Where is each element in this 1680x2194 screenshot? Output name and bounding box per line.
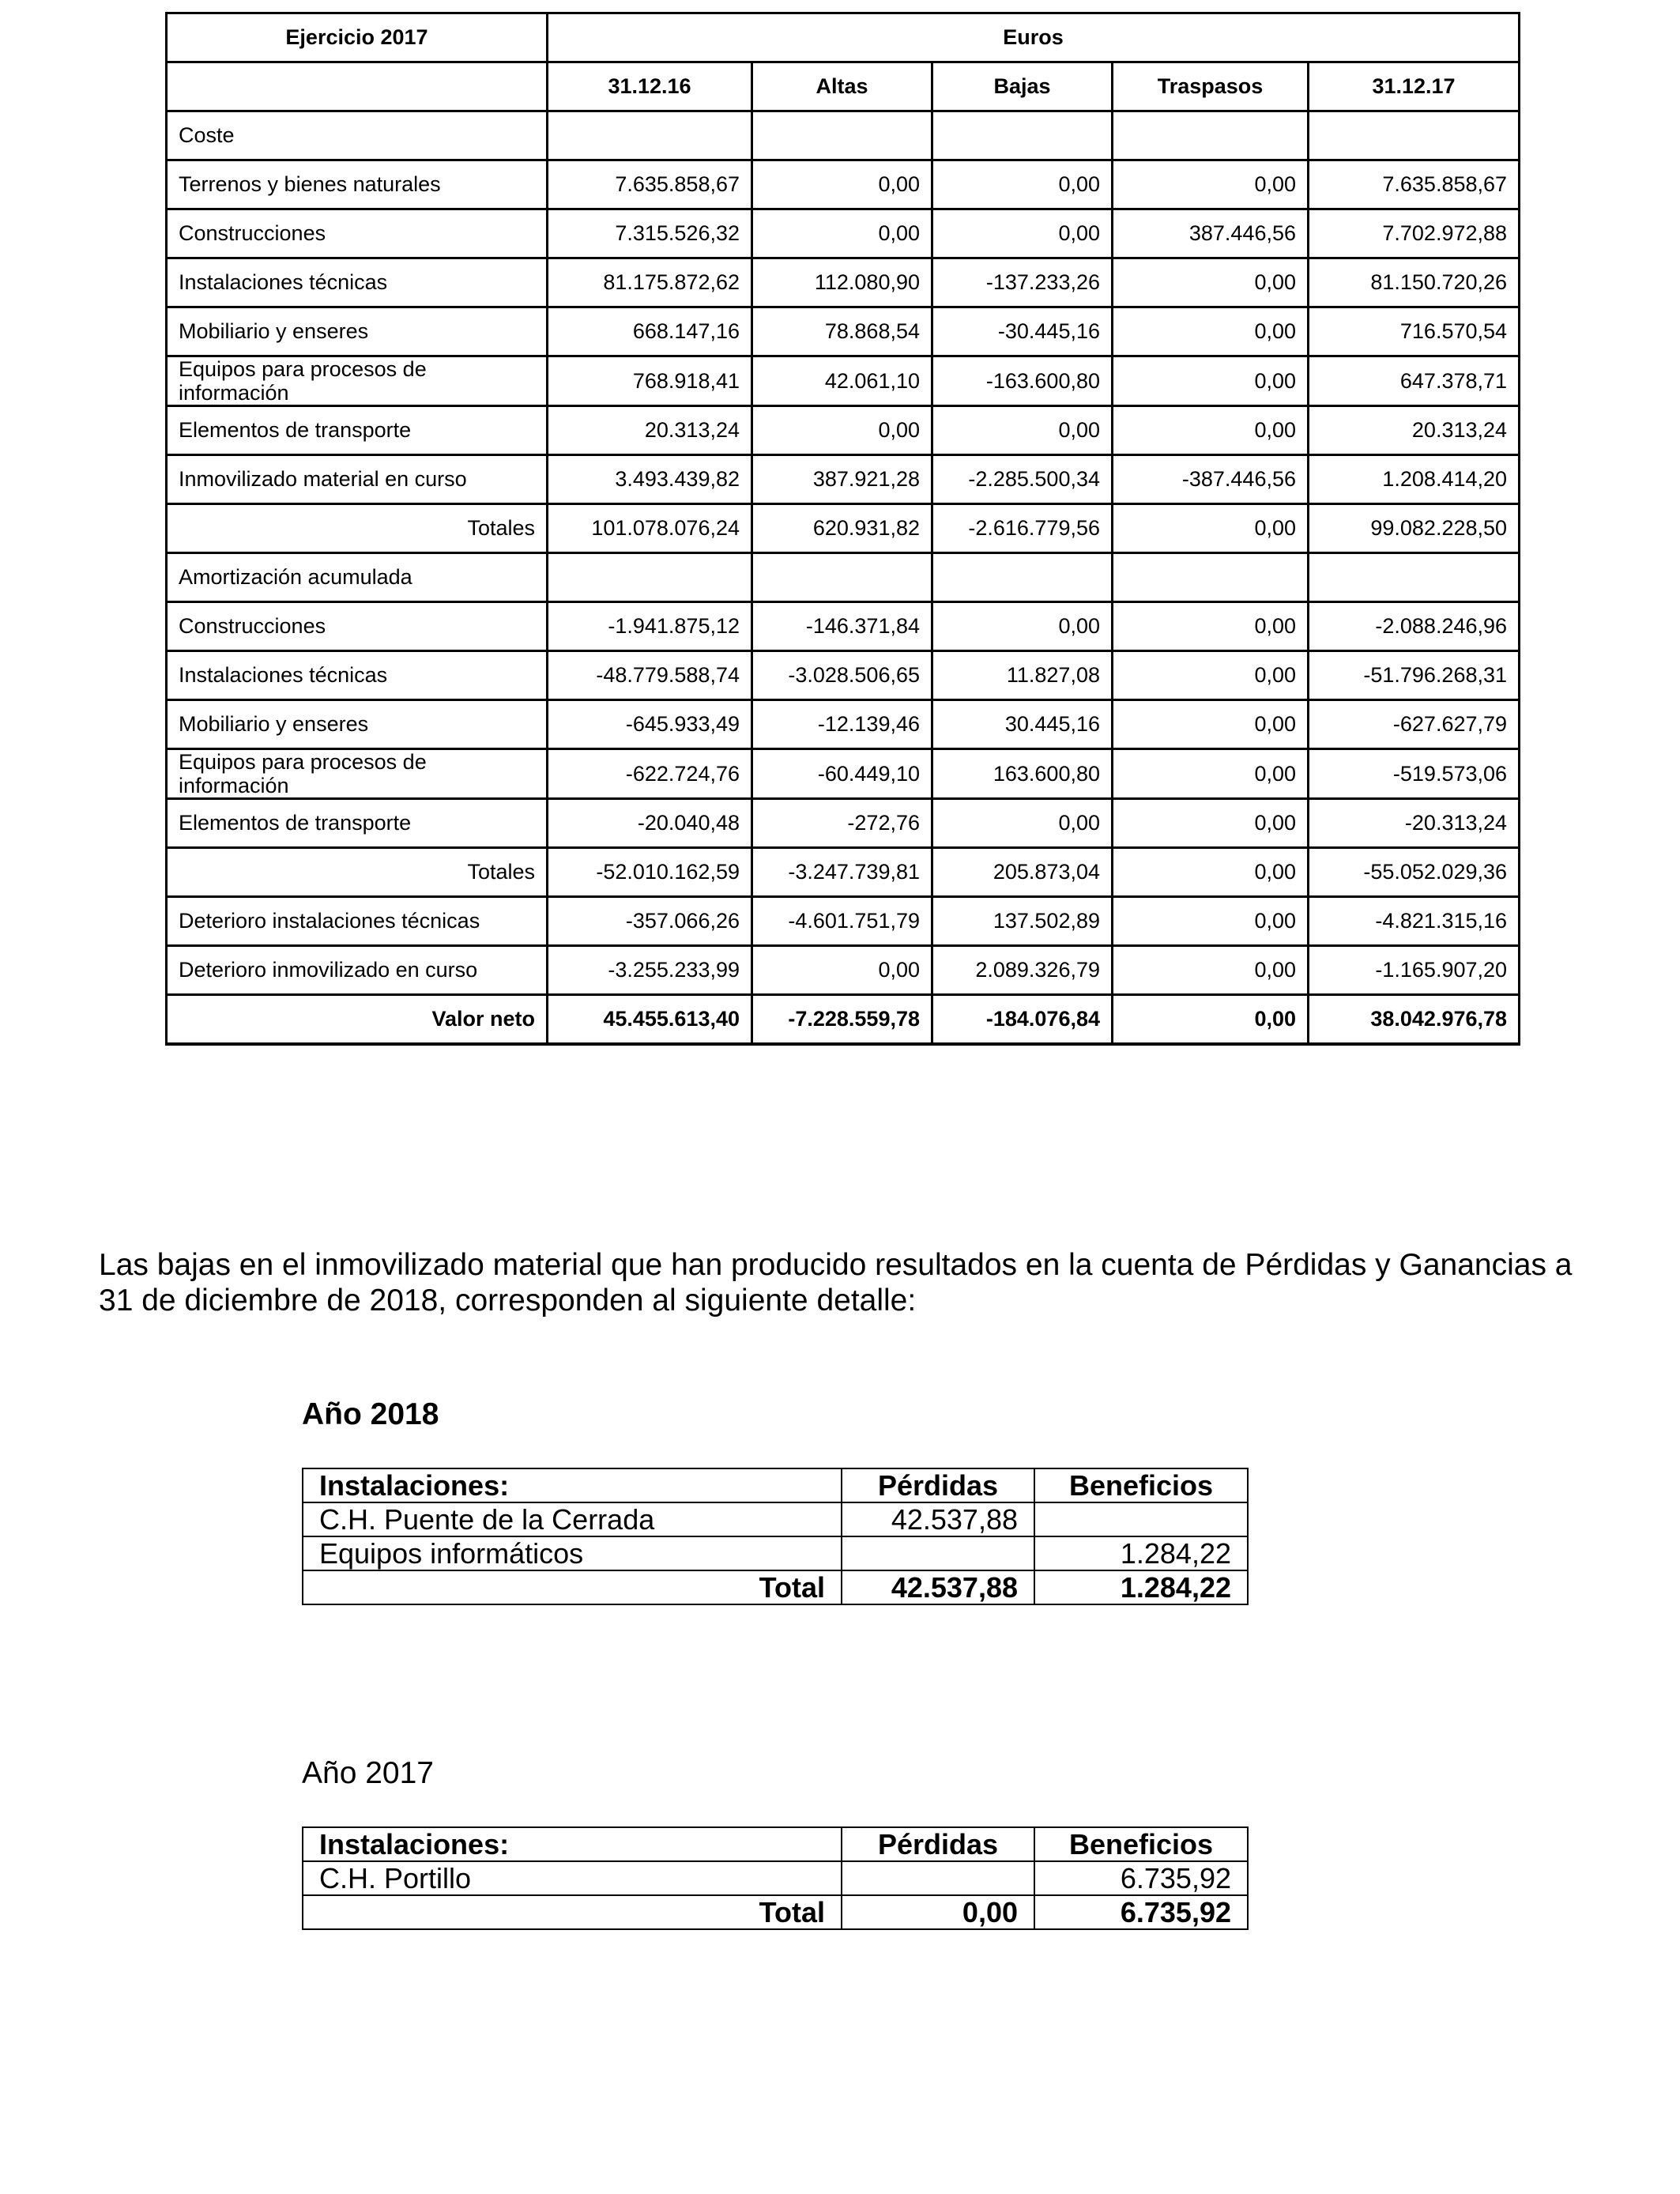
disposals-2018-body — [303, 1468, 1248, 1604]
gains-cell: 1.284,22 — [1034, 1536, 1248, 1570]
value-cell: 0,00 — [932, 799, 1113, 848]
disposals-2017-body — [303, 1827, 1248, 1929]
fixed-assets-table-body — [167, 13, 1520, 1044]
col-header: Traspasos — [1113, 62, 1309, 111]
table-row — [167, 946, 1520, 995]
table-row — [167, 651, 1520, 700]
table-row — [167, 749, 1520, 799]
net-value-row — [167, 995, 1520, 1044]
value-cell: 78.868,54 — [752, 307, 932, 356]
value-cell: -645.933,49 — [548, 700, 752, 749]
row-label: Instalaciones técnicas — [167, 258, 548, 307]
value-cell: 0,00 — [1113, 504, 1309, 553]
item-label: C.H. Portillo — [303, 1861, 842, 1895]
col-header: Pérdidas — [842, 1827, 1034, 1861]
value-cell: 0,00 — [1113, 749, 1309, 799]
value-cell: -4.821.315,16 — [1309, 897, 1520, 946]
value-cell: -3.255.233,99 — [548, 946, 752, 995]
value-cell: 0,00 — [1113, 995, 1309, 1044]
item-label: Equipos informáticos — [303, 1536, 842, 1570]
value-cell: 81.175.872,62 — [548, 258, 752, 307]
total-gains: 6.735,92 — [1034, 1895, 1248, 1929]
col-header: Bajas — [932, 62, 1113, 111]
value-cell: 668.147,16 — [548, 307, 752, 356]
empty-cell — [752, 111, 932, 160]
value-cell: 716.570,54 — [1309, 307, 1520, 356]
value-cell: 0,00 — [1113, 848, 1309, 897]
row-label: Instalaciones técnicas — [167, 651, 548, 700]
total-row — [303, 1895, 1248, 1929]
value-cell: 20.313,24 — [1309, 406, 1520, 455]
col-header: Beneficios — [1034, 1468, 1248, 1502]
total-label: Total — [303, 1570, 842, 1604]
table-row — [167, 356, 1520, 406]
total-gains: 1.284,22 — [1034, 1570, 1248, 1604]
section-row — [167, 553, 1520, 602]
value-cell: 0,00 — [1113, 700, 1309, 749]
table-row — [167, 307, 1520, 356]
value-cell: -519.573,06 — [1309, 749, 1520, 799]
value-cell: 2.089.326,79 — [932, 946, 1113, 995]
value-cell: 647.378,71 — [1309, 356, 1520, 406]
value-cell: -3.028.506,65 — [752, 651, 932, 700]
value-cell: -20.040,48 — [548, 799, 752, 848]
value-cell: 0,00 — [932, 160, 1113, 209]
col-header: Beneficios — [1034, 1827, 1248, 1861]
value-cell: 0,00 — [752, 160, 932, 209]
value-cell: 387.921,28 — [752, 455, 932, 504]
value-cell: 0,00 — [1113, 651, 1309, 700]
table-row — [167, 700, 1520, 749]
row-label: Totales — [167, 504, 548, 553]
value-cell: -627.627,79 — [1309, 700, 1520, 749]
empty-cell — [1309, 111, 1520, 160]
year-2017-title: Año 2017 — [302, 1756, 434, 1790]
value-cell: -137.233,26 — [932, 258, 1113, 307]
row-label: Mobiliario y enseres — [167, 307, 548, 356]
value-cell: 768.918,41 — [548, 356, 752, 406]
value-cell: -4.601.751,79 — [752, 897, 932, 946]
empty-cell — [548, 553, 752, 602]
fixed-assets-table — [165, 12, 1520, 1046]
euros-header: Euros — [548, 13, 1520, 62]
item-label: C.H. Puente de la Cerrada — [303, 1502, 842, 1536]
value-cell: 0,00 — [1113, 307, 1309, 356]
header-row-1 — [167, 13, 1520, 62]
table-row — [167, 799, 1520, 848]
row-label: Totales — [167, 848, 548, 897]
value-cell: 7.635.858,67 — [1309, 160, 1520, 209]
value-cell: -2.088.246,96 — [1309, 602, 1520, 651]
value-cell: -357.066,26 — [548, 897, 752, 946]
value-cell: 99.082.228,50 — [1309, 504, 1520, 553]
value-cell: 20.313,24 — [548, 406, 752, 455]
value-cell: 0,00 — [1113, 160, 1309, 209]
disposals-2018-table — [302, 1468, 1249, 1605]
value-cell: -12.139,46 — [752, 700, 932, 749]
table-row — [303, 1502, 1248, 1536]
row-label: Valor neto — [167, 995, 548, 1044]
value-cell: 81.150.720,26 — [1309, 258, 1520, 307]
empty-cell — [1113, 553, 1309, 602]
header-row — [303, 1468, 1248, 1502]
row-label: Equipos para procesos de información — [167, 356, 548, 406]
year-header: Ejercicio 2017 — [167, 13, 548, 62]
amort-total-row — [167, 848, 1520, 897]
col-header: Altas — [752, 62, 932, 111]
total-losses: 42.537,88 — [842, 1570, 1034, 1604]
total-row — [303, 1570, 1248, 1604]
col-header: Instalaciones: — [303, 1827, 842, 1861]
explanatory-paragraph: Las bajas en el inmovilizado material que han producido resultados en la cuenta de Pérdidas y Ganancias a 31 de diciembre de 2018, corresponden al siguiente detalle: — [99, 1248, 1573, 1318]
value-cell: 387.446,56 — [1113, 209, 1309, 258]
empty-cell — [548, 111, 752, 160]
col-header: 31.12.17 — [1309, 62, 1520, 111]
value-cell: 45.455.613,40 — [548, 995, 752, 1044]
col-header: Instalaciones: — [303, 1468, 842, 1502]
table-row — [167, 209, 1520, 258]
value-cell: -1.165.907,20 — [1309, 946, 1520, 995]
col-header: Pérdidas — [842, 1468, 1034, 1502]
value-cell: 0,00 — [932, 209, 1113, 258]
table-row — [303, 1861, 1248, 1895]
row-label: Deterioro inmovilizado en curso — [167, 946, 548, 995]
table-row — [167, 455, 1520, 504]
header-row-2 — [167, 62, 1520, 111]
value-cell: -52.010.162,59 — [548, 848, 752, 897]
header-blank-cell — [167, 62, 548, 111]
losses-cell — [842, 1536, 1034, 1570]
value-cell: -622.724,76 — [548, 749, 752, 799]
value-cell: 0,00 — [752, 406, 932, 455]
section-label: Amortización acumulada — [167, 553, 548, 602]
value-cell: 0,00 — [1113, 897, 1309, 946]
value-cell: -30.445,16 — [932, 307, 1113, 356]
row-label: Construcciones — [167, 602, 548, 651]
row-label: Construcciones — [167, 209, 548, 258]
year-2018-title: Año 2018 — [302, 1397, 439, 1431]
value-cell: -7.228.559,78 — [752, 995, 932, 1044]
value-cell: -387.446,56 — [1113, 455, 1309, 504]
value-cell: -272,76 — [752, 799, 932, 848]
value-cell: 620.931,82 — [752, 504, 932, 553]
table-row — [167, 258, 1520, 307]
value-cell: 7.702.972,88 — [1309, 209, 1520, 258]
total-label: Total — [303, 1895, 842, 1929]
value-cell: 11.827,08 — [932, 651, 1113, 700]
section-row — [167, 111, 1520, 160]
losses-cell: 42.537,88 — [842, 1502, 1034, 1536]
value-cell: -20.313,24 — [1309, 799, 1520, 848]
table-row — [303, 1536, 1248, 1570]
section-label: Coste — [167, 111, 548, 160]
value-cell: 101.078.076,24 — [548, 504, 752, 553]
value-cell: 7.635.858,67 — [548, 160, 752, 209]
value-cell: 0,00 — [1113, 356, 1309, 406]
value-cell: 205.873,04 — [932, 848, 1113, 897]
row-label: Deterioro instalaciones técnicas — [167, 897, 548, 946]
value-cell: 42.061,10 — [752, 356, 932, 406]
empty-cell — [932, 553, 1113, 602]
value-cell: 0,00 — [752, 946, 932, 995]
row-label: Terrenos y bienes naturales — [167, 160, 548, 209]
value-cell: -60.449,10 — [752, 749, 932, 799]
table-row — [167, 406, 1520, 455]
disposals-2017-table — [302, 1826, 1249, 1930]
value-cell: 0,00 — [752, 209, 932, 258]
row-label: Elementos de transporte — [167, 799, 548, 848]
value-cell: 137.502,89 — [932, 897, 1113, 946]
value-cell: 0,00 — [932, 406, 1113, 455]
value-cell: 38.042.976,78 — [1309, 995, 1520, 1044]
row-label: Equipos para procesos de información — [167, 749, 548, 799]
gains-cell: 6.735,92 — [1034, 1861, 1248, 1895]
value-cell: 0,00 — [1113, 258, 1309, 307]
col-header: 31.12.16 — [548, 62, 752, 111]
value-cell: 0,00 — [1113, 799, 1309, 848]
value-cell: 0,00 — [932, 602, 1113, 651]
value-cell: -163.600,80 — [932, 356, 1113, 406]
empty-cell — [932, 111, 1113, 160]
losses-cell — [842, 1861, 1034, 1895]
gains-cell — [1034, 1502, 1248, 1536]
value-cell: -146.371,84 — [752, 602, 932, 651]
value-cell: 7.315.526,32 — [548, 209, 752, 258]
value-cell: -2.616.779,56 — [932, 504, 1113, 553]
value-cell: -1.941.875,12 — [548, 602, 752, 651]
value-cell: 30.445,16 — [932, 700, 1113, 749]
value-cell: -2.285.500,34 — [932, 455, 1113, 504]
value-cell: 0,00 — [1113, 406, 1309, 455]
empty-cell — [752, 553, 932, 602]
value-cell: 112.080,90 — [752, 258, 932, 307]
row-label: Elementos de transporte — [167, 406, 548, 455]
row-label: Mobiliario y enseres — [167, 700, 548, 749]
value-cell: 3.493.439,82 — [548, 455, 752, 504]
value-cell: -48.779.588,74 — [548, 651, 752, 700]
value-cell: -55.052.029,36 — [1309, 848, 1520, 897]
value-cell: -3.247.739,81 — [752, 848, 932, 897]
empty-cell — [1113, 111, 1309, 160]
row-label: Inmovilizado material en curso — [167, 455, 548, 504]
value-cell: 163.600,80 — [932, 749, 1113, 799]
empty-cell — [1309, 553, 1520, 602]
total-losses: 0,00 — [842, 1895, 1034, 1929]
value-cell: -51.796.268,31 — [1309, 651, 1520, 700]
table-row — [167, 602, 1520, 651]
table-row — [167, 897, 1520, 946]
value-cell: 0,00 — [1113, 602, 1309, 651]
table-row — [167, 160, 1520, 209]
header-row — [303, 1827, 1248, 1861]
value-cell: -184.076,84 — [932, 995, 1113, 1044]
cost-total-row — [167, 504, 1520, 553]
value-cell: 1.208.414,20 — [1309, 455, 1520, 504]
value-cell: 0,00 — [1113, 946, 1309, 995]
